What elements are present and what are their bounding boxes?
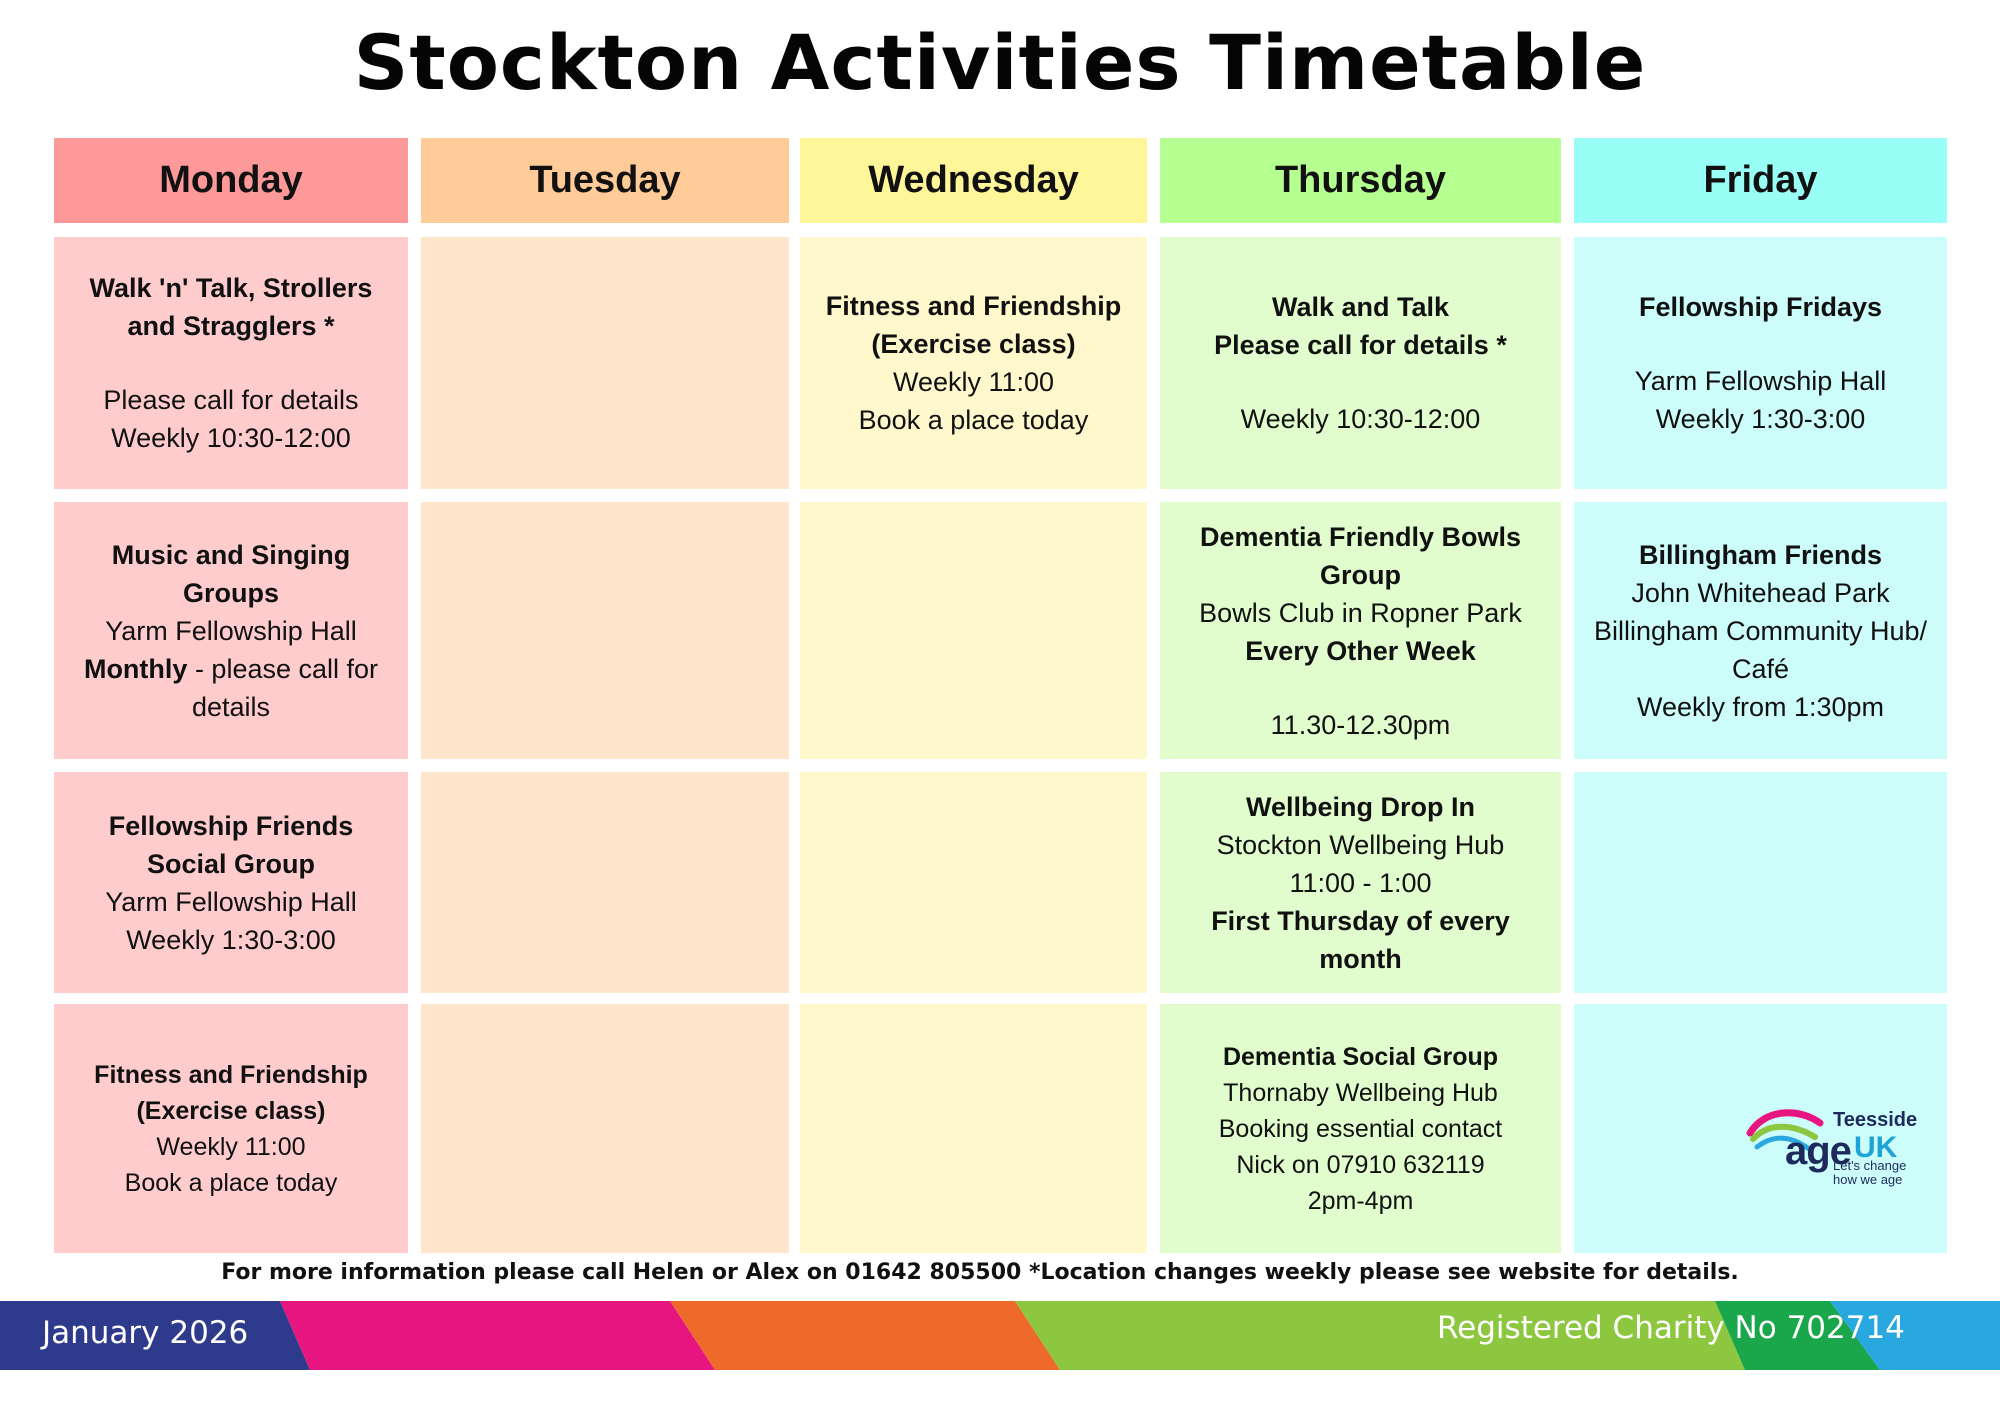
band-date: January 2026 — [42, 1315, 249, 1351]
activity-line: Café — [1731, 653, 1790, 684]
activity-line: Weekly 11:00 — [892, 367, 1055, 397]
activity-line: Walk 'n' Talk, Strollers — [89, 273, 373, 303]
activity-cell — [1160, 502, 1561, 759]
footer-note: For more information please call Helen or Alex on 01642 805500 *Location changes weekly please see website for details. — [221, 1260, 1739, 1285]
day-column-monday — [54, 138, 408, 1253]
activity-line: Please call for details — [103, 385, 359, 415]
activity-cell — [421, 502, 789, 759]
activity-cell — [800, 1004, 1147, 1253]
activity-line: Dementia Social Group — [1222, 1042, 1499, 1071]
logo-uk: UK — [1854, 1131, 1898, 1164]
day-column-wednesday — [800, 138, 1147, 1253]
activity-cell — [1574, 772, 1947, 993]
activity-line: and Stragglers * — [127, 311, 335, 341]
band-seg-2 — [280, 1301, 715, 1370]
day-column-friday — [1574, 138, 1947, 1253]
activity-line: Fitness and Friendship — [94, 1060, 368, 1089]
activity-cell — [421, 772, 789, 993]
activity-line: Book a place today — [858, 405, 1089, 435]
activity-line — [84, 650, 378, 688]
band-seg-3 — [670, 1301, 1060, 1370]
activity-line: Thornaby Wellbeing Hub — [1223, 1078, 1498, 1107]
activity-line: Weekly 10:30-12:00 — [1240, 404, 1481, 434]
activity-line: Weekly from 1:30pm — [1636, 691, 1885, 722]
activity-line: Nick on 07910 632119 — [1236, 1150, 1485, 1179]
age-uk-logo — [1745, 1095, 1918, 1195]
activity-line: Every Other Week — [1245, 635, 1476, 666]
activity-line: John Whitehead Park — [1631, 577, 1890, 608]
day-header: Friday — [1574, 138, 1947, 223]
activity-line: Wellbeing Drop In — [1246, 791, 1475, 822]
activity-cell — [54, 237, 408, 489]
activity-line: Please call for details * — [1214, 330, 1507, 360]
activity-line: Yarm Fellowship Hall — [105, 615, 357, 646]
activity-line: First Thursday of every — [1211, 905, 1510, 936]
activity-line: Social Group — [146, 848, 316, 879]
activity-cell — [1160, 1004, 1561, 1253]
activity-cell — [54, 502, 408, 759]
activity-line: Yarm Fellowship Hall — [1634, 366, 1887, 396]
band-charity-no: Registered Charity No 702714 — [1437, 1310, 1905, 1346]
activity-cell — [1574, 237, 1947, 489]
activity-line: Group — [1320, 559, 1401, 590]
activity-line: Fitness and Friendship — [825, 291, 1122, 321]
activity-cell — [54, 1004, 408, 1253]
activity-cell — [421, 237, 789, 489]
day-header: Wednesday — [800, 138, 1147, 223]
activity-cell — [1574, 502, 1947, 759]
day-column-tuesday — [421, 138, 789, 1253]
activity-cell — [800, 502, 1147, 759]
day-header: Monday — [54, 138, 408, 223]
logo-region: Teesside — [1833, 1109, 1918, 1131]
activity-line: month — [1319, 943, 1402, 974]
activity-cell — [54, 772, 408, 993]
activity-line: Fellowship Friends — [108, 810, 354, 841]
activity-line: Weekly 11:00 — [156, 1132, 306, 1161]
activity-line: Booking essential contact — [1218, 1114, 1503, 1143]
activity-line: Book a place today — [124, 1168, 338, 1197]
activity-line: details — [191, 691, 271, 722]
activity-cell — [1160, 772, 1561, 993]
activity-line: Fellowship Fridays — [1638, 292, 1883, 322]
activity-cell — [800, 237, 1147, 489]
activity-line: (Exercise class) — [136, 1096, 326, 1125]
page-title: Stockton Activities Timetable — [353, 18, 1647, 107]
activity-cell — [800, 772, 1147, 993]
activity-line: 11:00 - 1:00 — [1289, 867, 1432, 898]
activity-line: Walk and Talk — [1271, 292, 1450, 322]
activity-line: Music and Singing — [111, 539, 351, 570]
activity-cell — [421, 1004, 789, 1253]
activity-line: Weekly 1:30-3:00 — [1655, 404, 1866, 434]
activity-line: (Exercise class) — [871, 329, 1076, 359]
activity-text: - please call for — [187, 653, 379, 684]
activity-line: Billingham Community Hub/ — [1593, 615, 1928, 646]
logo-tagline: Let's change how we age — [1833, 1158, 1907, 1187]
activity-line: Dementia Friendly Bowls — [1199, 521, 1522, 552]
day-column-thursday — [1160, 138, 1561, 1253]
activity-line: Groups — [182, 577, 279, 608]
activity-text: Monthly — [83, 653, 188, 684]
activity-line: Yarm Fellowship Hall — [105, 886, 357, 917]
activity-line: 2pm-4pm — [1307, 1186, 1414, 1215]
activity-line: Bowls Club in Ropner Park — [1199, 597, 1522, 628]
activity-line: Stockton Wellbeing Hub — [1216, 829, 1505, 860]
activity-line: Billingham Friends — [1638, 539, 1883, 570]
day-header: Thursday — [1160, 138, 1561, 223]
logo-age: age — [1785, 1129, 1851, 1173]
activity-cell — [1160, 237, 1561, 489]
activity-line: Weekly 10:30-12:00 — [111, 423, 351, 453]
activity-line: Weekly 1:30-3:00 — [126, 924, 336, 955]
activity-line: 11.30-12.30pm — [1270, 709, 1451, 740]
day-header: Tuesday — [421, 138, 789, 223]
